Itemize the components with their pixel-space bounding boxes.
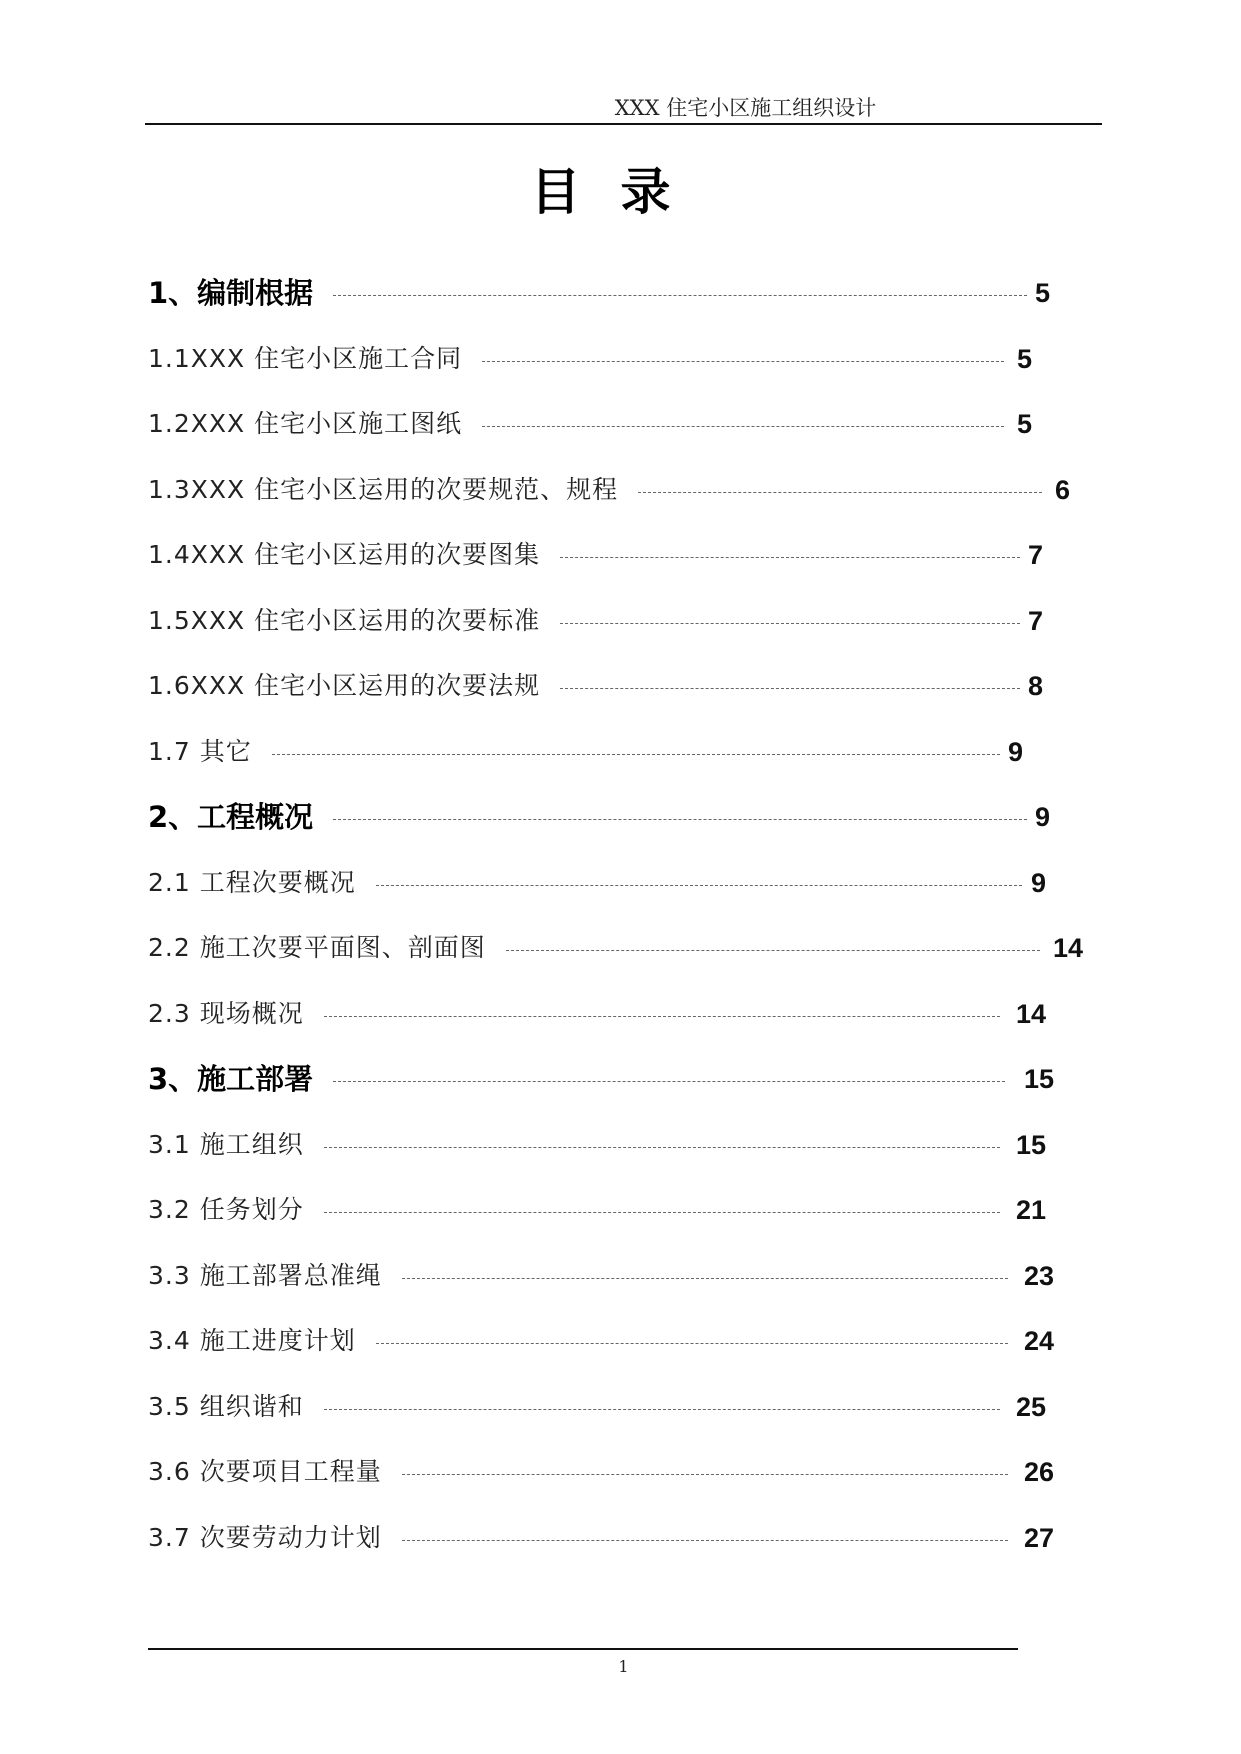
toc-entry-label: 1.7 其它 <box>148 736 252 766</box>
toc-entry-label: 1.4XXX 住宅小区运用的次要图集 <box>148 540 541 569</box>
toc-entry[interactable] <box>148 1190 1241 1230</box>
toc-leader-dots <box>402 1540 1008 1541</box>
toc-entry-page-number: 8 <box>1027 671 1043 701</box>
toc-entry-page-number: 5 <box>1016 343 1032 374</box>
toc-entry-page-number: 15 <box>1015 1129 1046 1160</box>
footer <box>0 1657 1241 1676</box>
document-header-title: XXX 住宅小区施工组织设计 <box>614 96 877 120</box>
toc-entry-page-number: 9 <box>1034 802 1050 832</box>
toc-entry-label: 3、施工部署 <box>148 1062 314 1096</box>
toc-leader-dots <box>560 623 1020 624</box>
toc-leader-dots <box>482 426 1004 427</box>
toc-leader-dots <box>376 1343 1008 1344</box>
toc-entry-page-number: 6 <box>1054 474 1070 505</box>
toc-leader-dots <box>324 1147 1000 1148</box>
toc-leader-dots <box>324 1409 1000 1410</box>
toc-entry[interactable] <box>148 1452 1241 1492</box>
toc-entry-label: 3.6 次要项目工程量 <box>148 1457 382 1486</box>
toc-entry[interactable] <box>148 1321 1241 1361</box>
toc-leader-dots <box>333 819 1027 820</box>
toc-leader-dots <box>324 1212 1000 1213</box>
toc-entry[interactable] <box>148 535 1241 575</box>
toc-entry[interactable] <box>148 994 1241 1034</box>
toc-entry-label: 1.1XXX 住宅小区施工合同 <box>148 343 463 373</box>
toc-entry[interactable] <box>148 339 1241 379</box>
toc-entry-page-number: 5 <box>1016 409 1032 439</box>
toc-entry[interactable] <box>148 601 1241 641</box>
toc-entry-label: 3.5 组织谐和 <box>148 1391 304 1421</box>
toc-entry-page-number: 7 <box>1027 540 1043 570</box>
toc-leader-dots <box>324 1016 1000 1017</box>
toc-entry-page-number: 7 <box>1027 605 1043 636</box>
toc-entry-page-number: 27 <box>1023 1522 1054 1553</box>
toc-entry-label: 3.7 次要劳动力计划 <box>148 1522 382 1552</box>
toc-leader-dots <box>560 688 1020 689</box>
toc-entry-label: 3.3 施工部署总准绳 <box>148 1260 382 1290</box>
page-number: 1 <box>618 1657 629 1676</box>
toc-entry-label: 1.3XXX 住宅小区运用的次要规范、规程 <box>148 474 619 504</box>
toc-entry[interactable] <box>148 404 1241 444</box>
toc-entry-page-number: 9 <box>1007 736 1023 767</box>
toc-leader-dots <box>333 1081 1005 1082</box>
toc-entry-page-number: 23 <box>1023 1260 1054 1291</box>
toc-entry-label: 2.1 工程次要概况 <box>148 867 356 897</box>
toc-entry-page-number: 14 <box>1052 933 1083 963</box>
toc-entry-label: 1、编制根据 <box>148 276 314 310</box>
toc-entry-page-number: 14 <box>1015 998 1046 1029</box>
toc-entry-label: 3.1 施工组织 <box>148 1129 304 1159</box>
toc-entry-label: 3.2 任务划分 <box>148 1195 304 1224</box>
toc-entry[interactable] <box>148 273 1241 313</box>
toc-entry-label: 1.5XXX 住宅小区运用的次要标准 <box>148 605 541 635</box>
toc-entry-label: 2.2 施工次要平面图、剖面图 <box>148 933 486 962</box>
toc-entry[interactable] <box>148 863 1241 903</box>
toc-entry[interactable] <box>148 666 1241 706</box>
toc-leader-dots <box>506 950 1040 951</box>
toc-leader-dots <box>402 1474 1008 1475</box>
page-title: 目录 <box>530 163 711 221</box>
toc-entry[interactable] <box>148 1125 1241 1165</box>
toc-entry-page-number: 24 <box>1023 1326 1054 1356</box>
toc-entry-label: 3.4 施工进度计划 <box>148 1326 356 1355</box>
toc-entry-label: 1.6XXX 住宅小区运用的次要法规 <box>148 671 541 700</box>
toc-leader-dots <box>638 492 1042 493</box>
toc-entry[interactable] <box>148 1387 1241 1427</box>
toc-leader-dots <box>560 557 1020 558</box>
toc-entry-label: 1.2XXX 住宅小区施工图纸 <box>148 409 463 438</box>
toc-entry[interactable] <box>148 732 1241 772</box>
toc-entry[interactable] <box>148 1518 1241 1558</box>
toc-entry-page-number: 25 <box>1015 1391 1046 1422</box>
toc-entry-page-number: 15 <box>1023 1064 1054 1094</box>
toc-leader-dots <box>333 295 1027 296</box>
toc-leader-dots <box>482 361 1004 362</box>
toc-entry[interactable] <box>148 928 1241 968</box>
toc-entry[interactable] <box>148 1256 1241 1296</box>
toc-entry[interactable] <box>148 797 1241 837</box>
toc-leader-dots <box>272 754 1000 755</box>
footer-divider <box>148 1648 1018 1650</box>
toc-entry-page-number: 21 <box>1015 1195 1046 1225</box>
toc-entry-page-number: 26 <box>1023 1457 1054 1487</box>
toc-entry-page-number: 9 <box>1030 867 1046 898</box>
toc-entry-label: 2.3 现场概况 <box>148 998 304 1028</box>
toc-entry[interactable] <box>148 1059 1241 1099</box>
toc-leader-dots <box>376 885 1022 886</box>
toc-leader-dots <box>402 1278 1008 1279</box>
toc-entry[interactable] <box>148 470 1241 510</box>
toc-entry-label: 2、工程概况 <box>148 800 314 834</box>
toc-entry-page-number: 5 <box>1034 278 1050 308</box>
